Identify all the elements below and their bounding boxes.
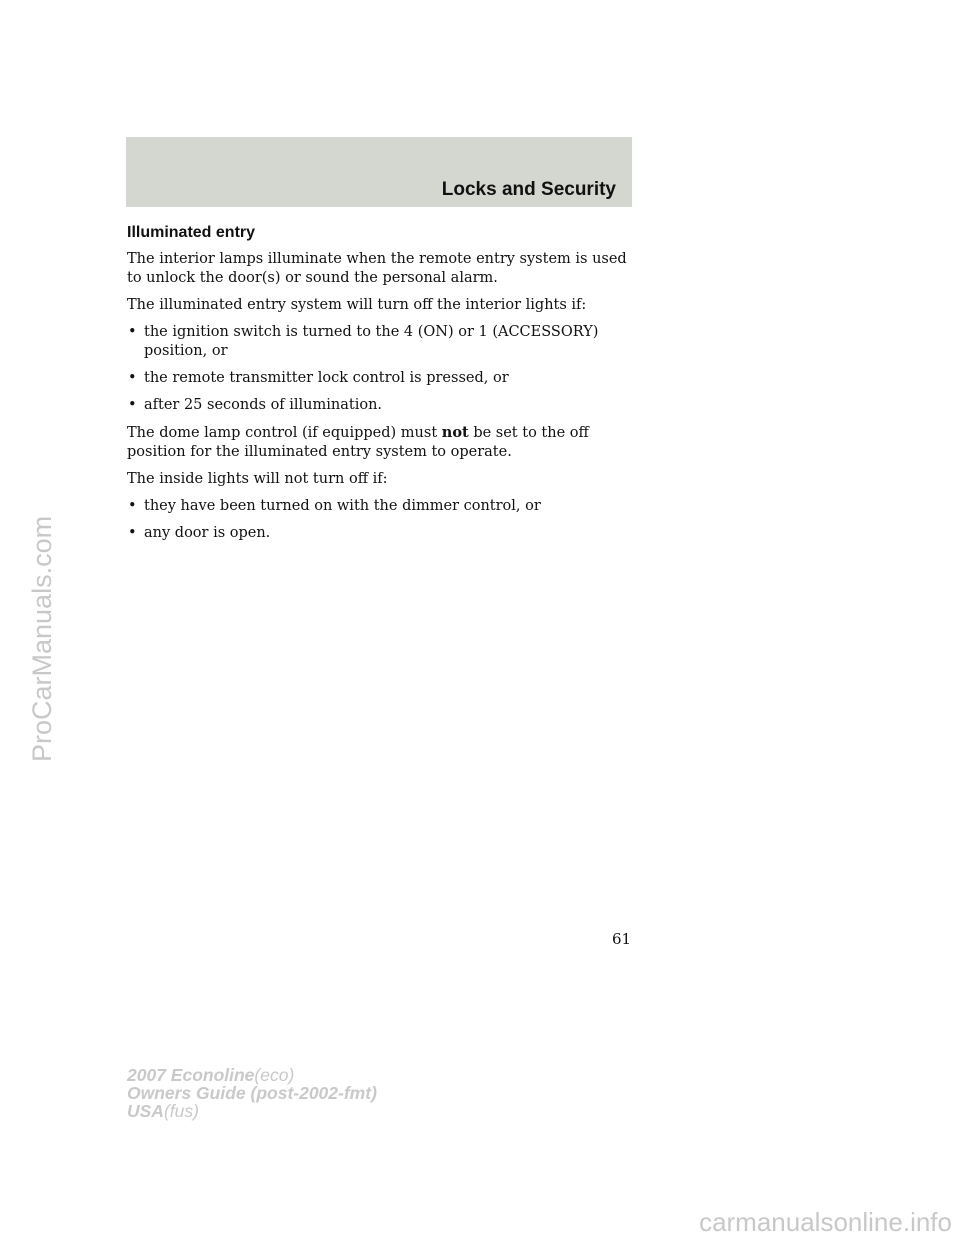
bullet-icon: •: [128, 397, 137, 413]
bullet-icon: •: [128, 525, 137, 541]
section-header-band: [126, 137, 632, 207]
paragraph-dome-lamp: [127, 423, 639, 462]
bottom-watermark: carmanualsonline.info: [699, 1207, 952, 1237]
footer-model-code: (eco): [254, 1065, 295, 1085]
list-item: [127, 524, 639, 543]
paragraph-turn-off-conditions: The illuminated entry system will turn off the interior lights if:: [127, 297, 587, 313]
lights-stay-on-list: [127, 497, 639, 543]
list-item: [127, 396, 639, 415]
bullet-icon: •: [128, 324, 137, 340]
list-item-text: they have been turned on with the dimmer control, or: [144, 498, 541, 514]
section-title: Locks and Security: [441, 179, 616, 200]
turn-off-conditions-list: [127, 323, 639, 415]
footer-line-market: [127, 1102, 377, 1120]
footer-market: USA: [127, 1101, 164, 1121]
list-item: [127, 369, 639, 388]
list-item: [127, 497, 639, 516]
paragraph-lights-stay-on: The inside lights will not turn off if:: [127, 471, 388, 487]
footer-line-model: [127, 1066, 377, 1084]
dome-lamp-text-start: The dome lamp control (if equipped) must: [127, 425, 438, 441]
dome-lamp-text-end: be set to the off position for the illuminated entry system to operate.: [127, 425, 589, 460]
list-item-text: the remote transmitter lock control is pressed, or: [144, 370, 509, 386]
list-item-text: any door is open.: [144, 525, 271, 541]
list-item-text: the ignition switch is turned to the 4 (ON) or 1 (ACCESSORY) position, or: [144, 324, 599, 359]
page-number: 61: [612, 930, 632, 948]
list-item-text: after 25 seconds of illumination.: [144, 397, 383, 413]
bullet-icon: •: [128, 370, 137, 386]
list-item: [127, 323, 639, 361]
emphasis-not: not: [441, 424, 469, 441]
paragraph-intro: The interior lamps illuminate when the remote entry system is used to unlock the door(s) or sound the personal alarm.: [127, 251, 627, 286]
side-watermark: ProCarManuals.com: [27, 515, 57, 762]
footer-line-guide: [127, 1084, 377, 1102]
footer-market-code: (fus): [163, 1101, 199, 1121]
bullet-icon: •: [128, 498, 137, 514]
page-content: [127, 220, 639, 551]
section-heading: Illuminated entry: [127, 224, 256, 241]
footer-guide: Owners Guide (post-2002-fmt): [127, 1083, 377, 1103]
document-footer: [127, 1066, 377, 1120]
footer-model: 2007 Econoline: [127, 1065, 255, 1085]
